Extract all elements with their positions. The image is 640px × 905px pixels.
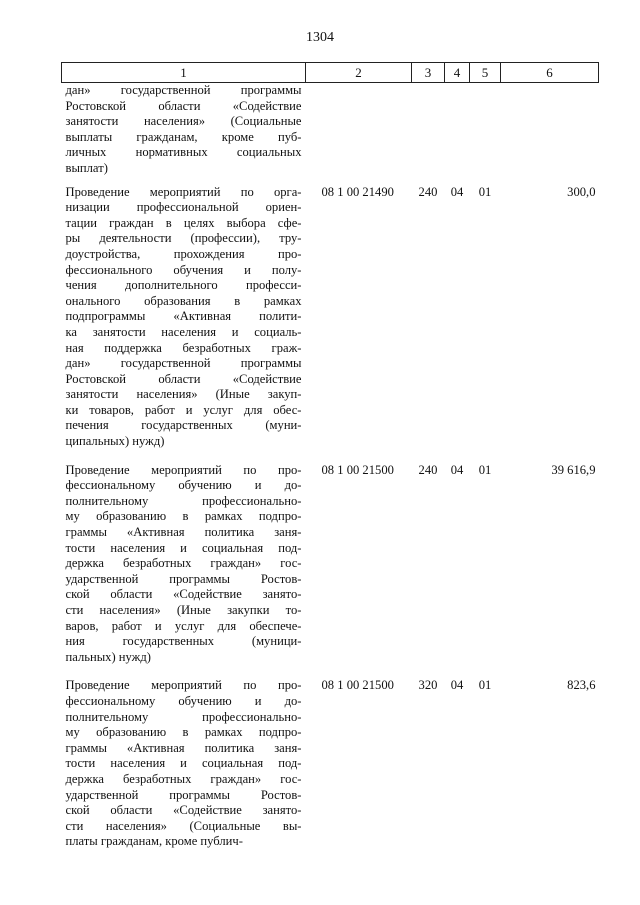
description-line: сти населения» (Социальные вы-	[65, 818, 302, 833]
description-line: Проведение мероприятий по орга-	[65, 184, 302, 199]
row-col5: 01	[478, 184, 492, 199]
header-col-3: 3	[412, 63, 445, 83]
description-line: держка безработных граждан» гос-	[65, 771, 302, 786]
description-line: ры деятельности (профессии), тру-	[65, 231, 302, 246]
description-line: му образованию в рамках подпро-	[65, 725, 302, 740]
row-col4: 04	[450, 184, 464, 199]
row-col4: 04	[450, 678, 464, 693]
table-row	[62, 83, 599, 185]
description-line: ской области «Содействие занято-	[65, 803, 302, 818]
description-line: тости населения и социальная под-	[65, 540, 302, 555]
row-code: 08 1 00 21500	[321, 462, 394, 477]
description-line: полнительному профессионально-	[65, 709, 302, 724]
description-line: му образованию в рамках подпро-	[65, 509, 302, 524]
description-line: держка безработных граждан» гос-	[65, 556, 302, 571]
table-body	[62, 83, 599, 863]
description-line: сти населения» (Иные закупки то-	[65, 603, 302, 617]
description-line: доустройства, прохождения про-	[65, 246, 302, 261]
row-col3: 320	[418, 678, 438, 693]
description-line: Ростовской области «Содействие	[65, 371, 302, 386]
row-col4	[445, 83, 470, 185]
description-line: варов, работ и услуг для обеспече-	[65, 618, 302, 633]
description-line: ципальных) нужд)	[65, 434, 165, 449]
description-line: фессионального обучения и полу-	[65, 262, 302, 277]
description-line: низации профессиональной ориен-	[65, 200, 302, 215]
description-line: выплат)	[65, 160, 108, 175]
row-amount	[501, 83, 599, 185]
row-description	[62, 83, 306, 185]
description-line: выплаты гражданам, кроме пуб-	[65, 129, 302, 144]
description-line: граммы «Активная политика заня-	[65, 740, 302, 755]
description-line: ния государственных (муници-	[65, 634, 302, 649]
row-col3: 240	[418, 184, 438, 199]
description-line: фессиональному обучению и до-	[65, 478, 302, 493]
description-line: ная поддержка безработных граж-	[65, 340, 302, 355]
description-line: Проведение мероприятий по про-	[65, 678, 302, 693]
row-col5	[470, 83, 501, 185]
description-line: фессиональному обучению и до-	[65, 693, 302, 708]
description-line: ка занятости населения и социаль-	[65, 324, 302, 339]
row-col3	[412, 83, 445, 185]
description-line: занятости населения» (Социальные	[65, 114, 302, 129]
row-col5: 01	[478, 462, 492, 477]
row-description	[62, 185, 306, 463]
description-line: дан» государственной программы	[65, 356, 302, 371]
row-col3: 240	[418, 462, 438, 477]
row-description	[62, 678, 306, 863]
description-line: полнительному профессионально-	[65, 493, 302, 508]
description-line: платы гражданам, кроме публич-	[65, 834, 243, 849]
description-line: печения государственных (муни-	[65, 418, 302, 433]
description-line: чения дополнительного професси-	[65, 278, 302, 293]
description-line: Проведение мероприятий по про-	[65, 462, 302, 477]
row-code	[306, 83, 412, 185]
description-line: онального образования в рамках	[65, 293, 302, 308]
header-col-2: 2	[306, 63, 412, 83]
row-col4: 04	[450, 462, 464, 477]
description-line: Ростовской области «Содействие	[65, 98, 302, 113]
row-code: 08 1 00 21500	[321, 678, 394, 693]
row-col5: 01	[478, 678, 492, 693]
table-row	[62, 678, 599, 863]
row-code: 08 1 00 21490	[321, 184, 394, 199]
table-row	[62, 463, 599, 679]
row-description	[62, 463, 306, 679]
page-number: 1304	[306, 30, 334, 45]
header-col-4: 4	[445, 63, 470, 83]
description-line: подпрограммы «Активная полити-	[65, 309, 302, 324]
description-line: личных нормативных социальных	[65, 145, 302, 160]
budget-table	[61, 62, 599, 863]
header-col-5: 5	[470, 63, 501, 83]
description-line: дан» государственной программы	[65, 83, 302, 97]
row-amount: 39 616,9	[551, 462, 596, 477]
description-line: тости населения и социальная под-	[65, 756, 302, 771]
header-col-6: 6	[501, 63, 599, 83]
description-line: ударственной программы Ростов-	[65, 787, 302, 802]
description-line: граммы «Активная политика заня-	[65, 525, 302, 540]
table-row	[62, 185, 599, 463]
description-line: тации граждан в целях выбора сфе-	[65, 215, 302, 230]
description-line: ударственной программы Ростов-	[65, 571, 302, 586]
description-line: занятости населения» (Иные закуп-	[65, 387, 302, 402]
row-amount: 300,0	[567, 184, 596, 199]
row-amount: 823,6	[567, 678, 596, 693]
description-line: ки товаров, работ и услуг для обес-	[65, 402, 302, 417]
header-col-1: 1	[62, 63, 306, 83]
description-line: ской области «Содействие занято-	[65, 587, 302, 602]
description-line: пальных) нужд)	[65, 649, 151, 664]
header-row	[62, 63, 599, 83]
